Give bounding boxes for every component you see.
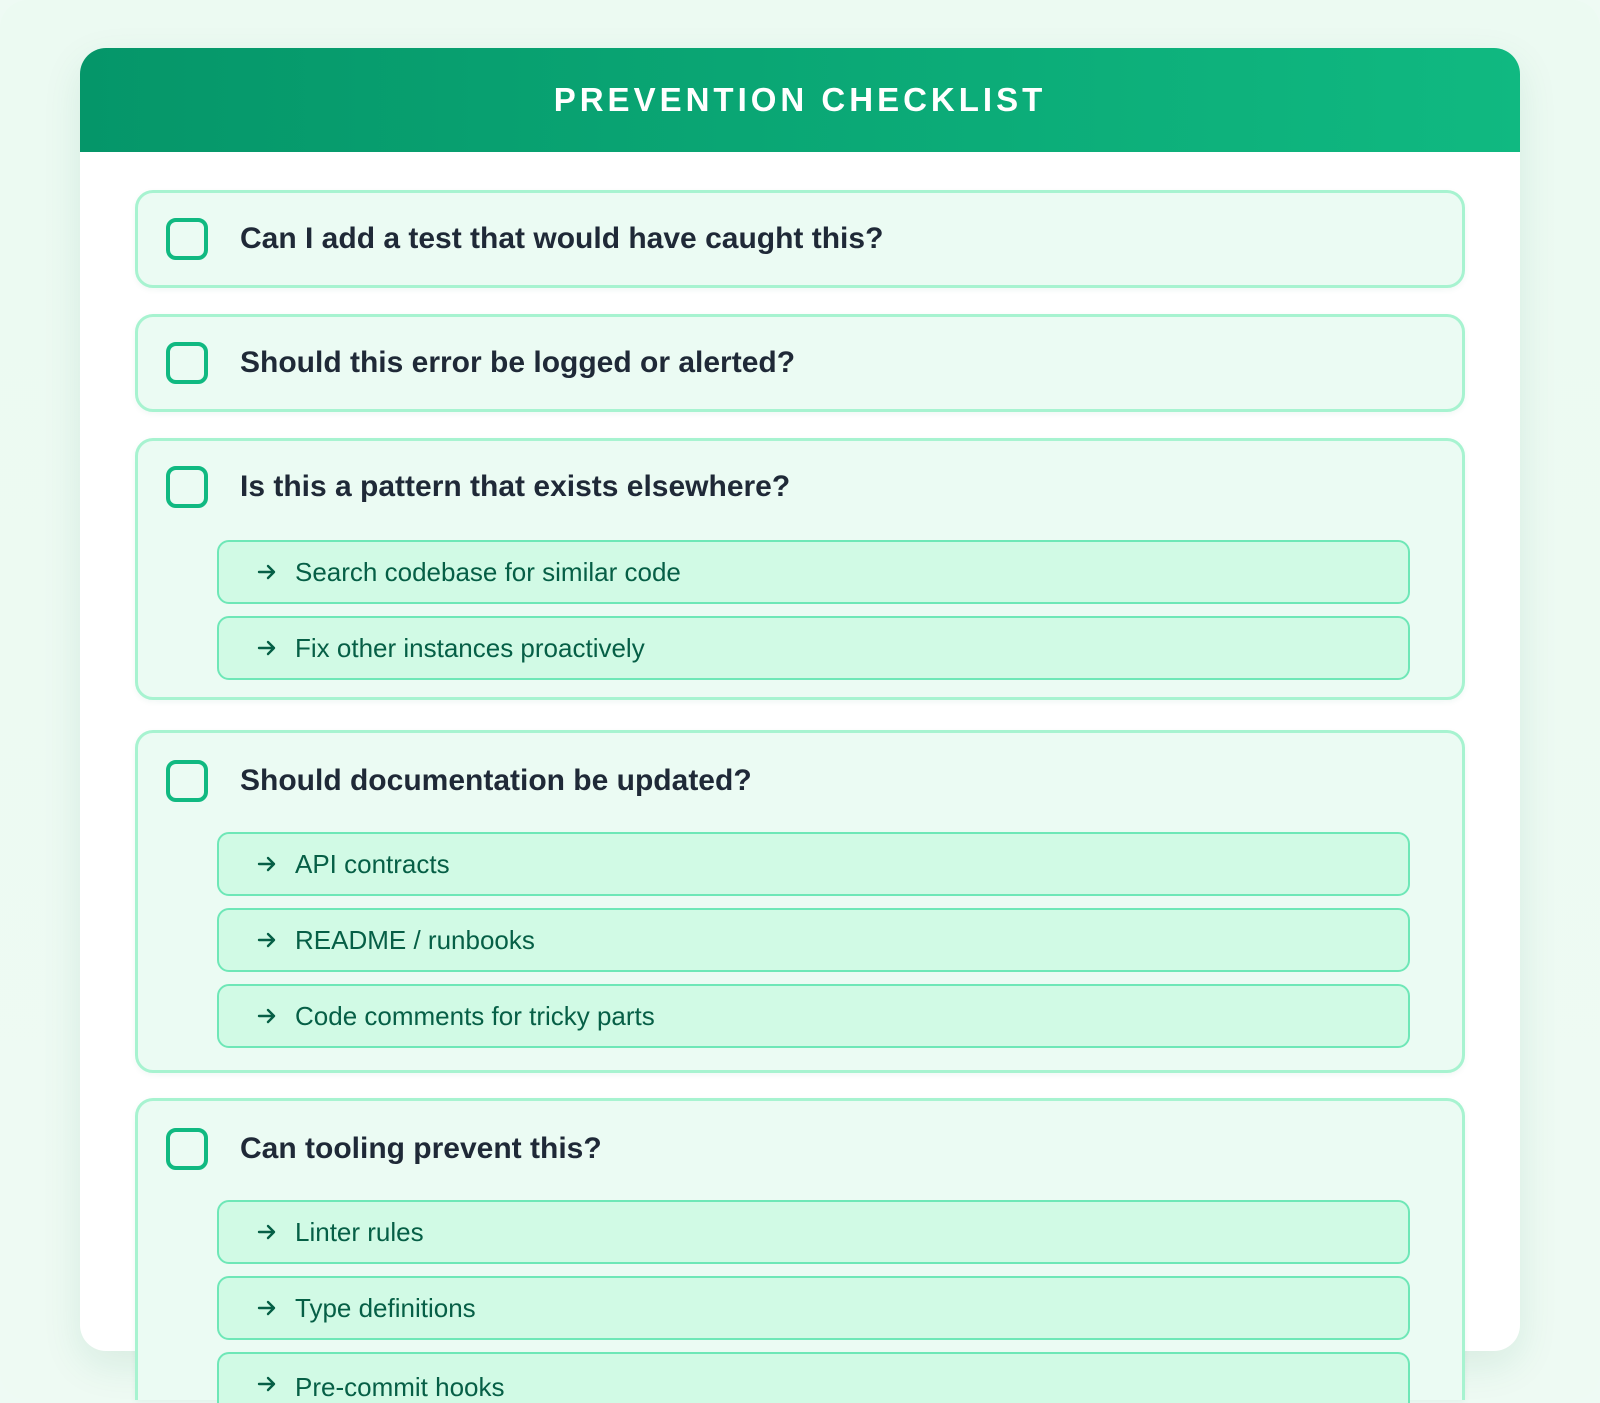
checklist-group bbox=[135, 314, 1465, 412]
checklist-question: Can I add a test that would have caught this? bbox=[240, 222, 884, 255]
subitem-label: Code comments for tricky parts bbox=[295, 1000, 655, 1031]
arrow-right-icon bbox=[255, 1372, 279, 1396]
checklist-group bbox=[135, 438, 1465, 700]
arrow-right-icon bbox=[255, 560, 279, 584]
arrow-right-icon bbox=[255, 852, 279, 876]
subitem bbox=[217, 1352, 1410, 1403]
checkbox-icon[interactable] bbox=[166, 218, 208, 260]
subitem bbox=[217, 540, 1410, 604]
arrow-right-icon bbox=[255, 1004, 279, 1028]
subitem-label: Search codebase for similar code bbox=[295, 556, 681, 587]
arrow-right-icon bbox=[255, 928, 279, 952]
subitem bbox=[217, 616, 1410, 680]
checklist-question: Should documentation be updated? bbox=[240, 764, 752, 797]
subitem bbox=[217, 984, 1410, 1048]
checklist-item bbox=[166, 755, 1442, 807]
checklist-group bbox=[135, 730, 1465, 1073]
subitem bbox=[217, 1200, 1410, 1264]
checkbox-icon[interactable] bbox=[166, 1128, 208, 1170]
arrow-right-icon bbox=[255, 1296, 279, 1320]
checkbox-icon[interactable] bbox=[166, 760, 208, 802]
checklist-question: Can tooling prevent this? bbox=[240, 1132, 602, 1165]
subitem-label: README / runbooks bbox=[295, 924, 535, 955]
checkbox-icon[interactable] bbox=[166, 466, 208, 508]
checklist-item bbox=[166, 461, 1442, 513]
checklist-item bbox=[166, 1123, 1442, 1175]
checklist-group bbox=[135, 190, 1465, 288]
checklist-question: Is this a pattern that exists elsewhere? bbox=[240, 470, 791, 503]
subitem bbox=[217, 832, 1410, 896]
checklist-item bbox=[166, 213, 1442, 265]
page-title: PREVENTION CHECKLIST bbox=[553, 81, 1047, 118]
card-header bbox=[80, 48, 1520, 152]
subitem-label: Pre-commit hooks bbox=[295, 1372, 505, 1402]
checklist-question: Should this error be logged or alerted? bbox=[240, 346, 796, 379]
arrow-right-icon bbox=[255, 1220, 279, 1244]
checklist-item bbox=[166, 337, 1442, 389]
subitem bbox=[217, 908, 1410, 972]
arrow-right-icon bbox=[255, 636, 279, 660]
subitem bbox=[217, 1276, 1410, 1340]
checkbox-icon[interactable] bbox=[166, 342, 208, 384]
subitem-label: API contracts bbox=[295, 848, 450, 879]
checklist-group bbox=[135, 1098, 1465, 1400]
subitem-label: Linter rules bbox=[295, 1216, 424, 1247]
subitem-label: Fix other instances proactively bbox=[295, 632, 645, 663]
subitem-label: Type definitions bbox=[295, 1292, 476, 1323]
